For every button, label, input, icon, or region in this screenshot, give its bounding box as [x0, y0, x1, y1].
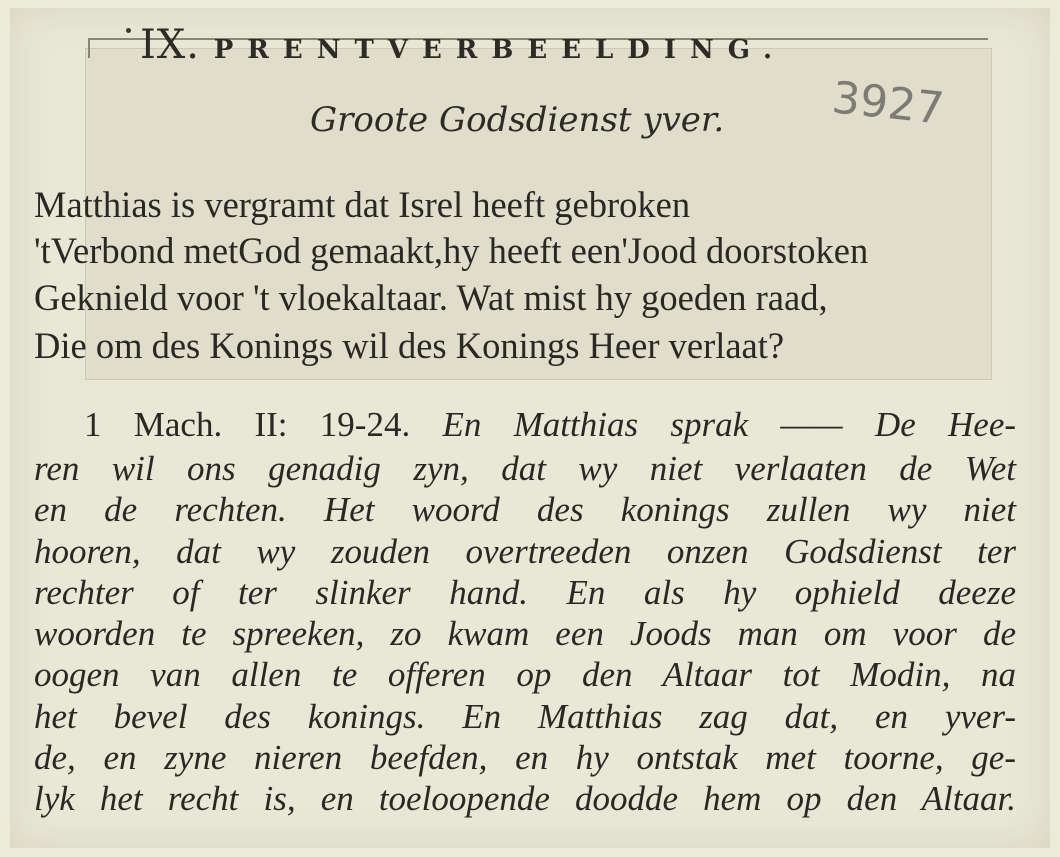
- prose-line: oogen van allen te offeren op den Altaar tot Modin, na: [34, 655, 1016, 694]
- verse-line: Die om des Konings wil des Konings Heer verlaat?: [34, 325, 785, 366]
- subtitle: Groote Godsdienst yver.: [310, 100, 725, 140]
- heading-numeral: IX.: [140, 22, 200, 68]
- ink-dot: [126, 28, 131, 33]
- prose-line: ren wil ons genadig zyn, dat wy niet verlaaten de Wet: [34, 449, 1016, 488]
- frame-rule-left: [88, 38, 90, 58]
- handwritten-catalog-number: 3927: [829, 72, 947, 135]
- prose-line: rechter of ter slinker hand. En als hy ophield deeze: [34, 573, 1016, 612]
- citation: 1 Mach. II: 19-24.: [84, 405, 411, 444]
- verse-line: Geknield voor 't vloekaltaar. Wat mist hy goeden raad,: [34, 277, 828, 318]
- prose-line: en de rechten. Het woord des konings zullen wy niet: [34, 490, 1016, 529]
- prose-line: de, en zyne nieren beefden, en hy ontstak met toorne, ge-: [34, 738, 1016, 777]
- prose-line-text: En Matthias sprak —— De Hee-: [442, 405, 1017, 444]
- section-heading: [140, 22, 786, 68]
- prose-line: hooren, dat wy zouden overtreeden onzen Godsdienst ter: [34, 532, 1016, 571]
- verse-line: Matthias is vergramt dat Isrel heeft gebroken: [34, 184, 691, 225]
- prose-line-first: [84, 405, 1016, 445]
- prose-line: lyk het recht is, en toeloopende doodde hem op den Altaar.: [34, 779, 1016, 818]
- prose-line: woorden te spreeken, zo kwam een Joods man om voor de: [34, 614, 1016, 653]
- heading-title: PRENTVERBEELDING.: [213, 35, 787, 65]
- prose-line: het bevel des konings. En Matthias zag dat, en yver-: [34, 697, 1016, 736]
- verse-line: 'tVerbond metGod gemaakt,hy heeft een'Jood doorstoken: [34, 230, 869, 271]
